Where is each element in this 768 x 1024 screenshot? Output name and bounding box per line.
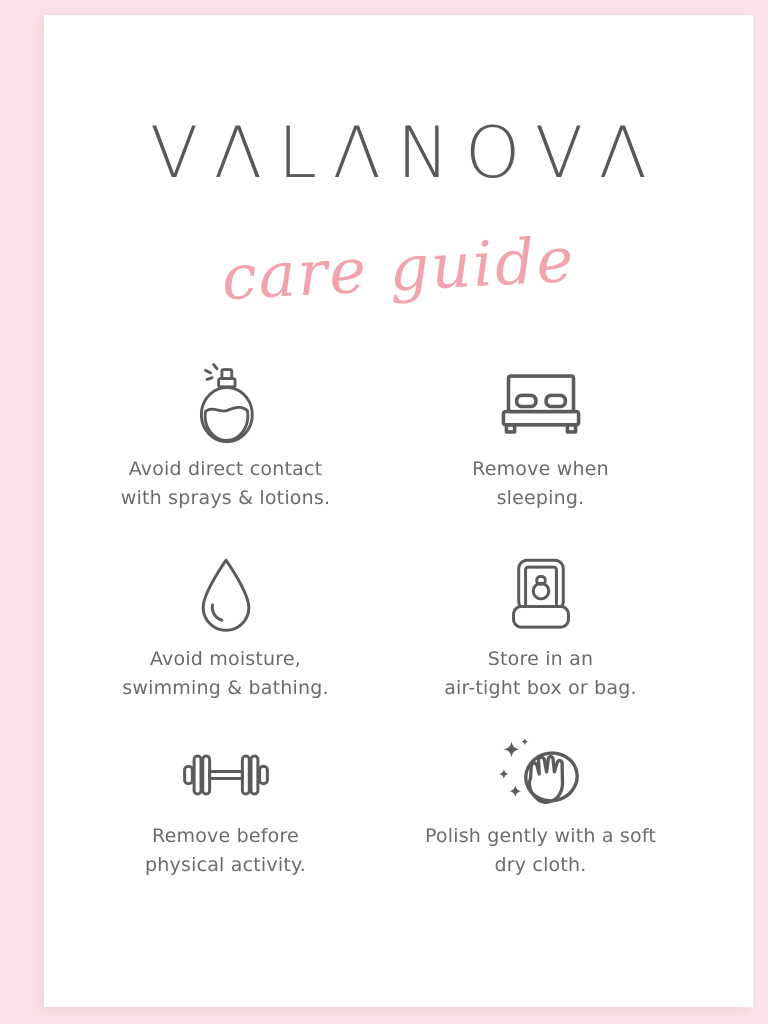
care-item-caption: [145, 822, 306, 880]
icon-box: [499, 728, 583, 822]
care-items-grid: [68, 353, 698, 904]
caption-line: Remove before: [152, 825, 299, 847]
care-item-caption: [122, 645, 328, 703]
icon-box: [180, 728, 272, 822]
care-item-caption: [472, 455, 609, 513]
caption-line: physical activity.: [145, 854, 306, 876]
caption-line: Avoid moisture,: [149, 648, 302, 670]
ring-box-icon: [505, 555, 577, 634]
card: [44, 15, 753, 1007]
bed-icon: [494, 372, 588, 437]
perfume-bottle-icon: [189, 363, 263, 445]
caption-line: Remove when: [472, 458, 609, 480]
brand-logo: VΛLΛNOVΛ: [150, 112, 663, 194]
care-item-sprays: [68, 353, 383, 543]
caption-line: Polish gently with a soft: [424, 825, 657, 847]
caption-line: air-tight box or bag.: [444, 677, 637, 699]
water-drop-icon: [193, 556, 259, 632]
care-item-storage: [383, 543, 698, 728]
caption-line: Store in an: [487, 648, 594, 670]
icon-box: [494, 353, 588, 455]
care-guide-title: care guide: [220, 222, 577, 315]
care-item-moisture: [68, 543, 383, 728]
caption-line: Avoid direct contact: [128, 458, 323, 480]
care-item-caption: [425, 822, 656, 880]
dumbbell-icon: [180, 750, 272, 800]
care-item-polish: [383, 728, 698, 904]
care-item-caption: [444, 645, 637, 703]
caption-line: swimming & bathing.: [122, 677, 329, 699]
icon-box: [193, 543, 259, 645]
care-item-sleeping: [383, 353, 698, 543]
caption-line: dry cloth.: [494, 854, 587, 876]
polish-cloth-icon: [499, 736, 583, 814]
caption-line: with sprays & lotions.: [120, 487, 331, 509]
care-item-activity: [68, 728, 383, 904]
icon-box: [189, 353, 263, 455]
caption-line: sleeping.: [496, 487, 585, 509]
icon-box: [505, 543, 577, 645]
care-item-caption: [121, 455, 330, 513]
